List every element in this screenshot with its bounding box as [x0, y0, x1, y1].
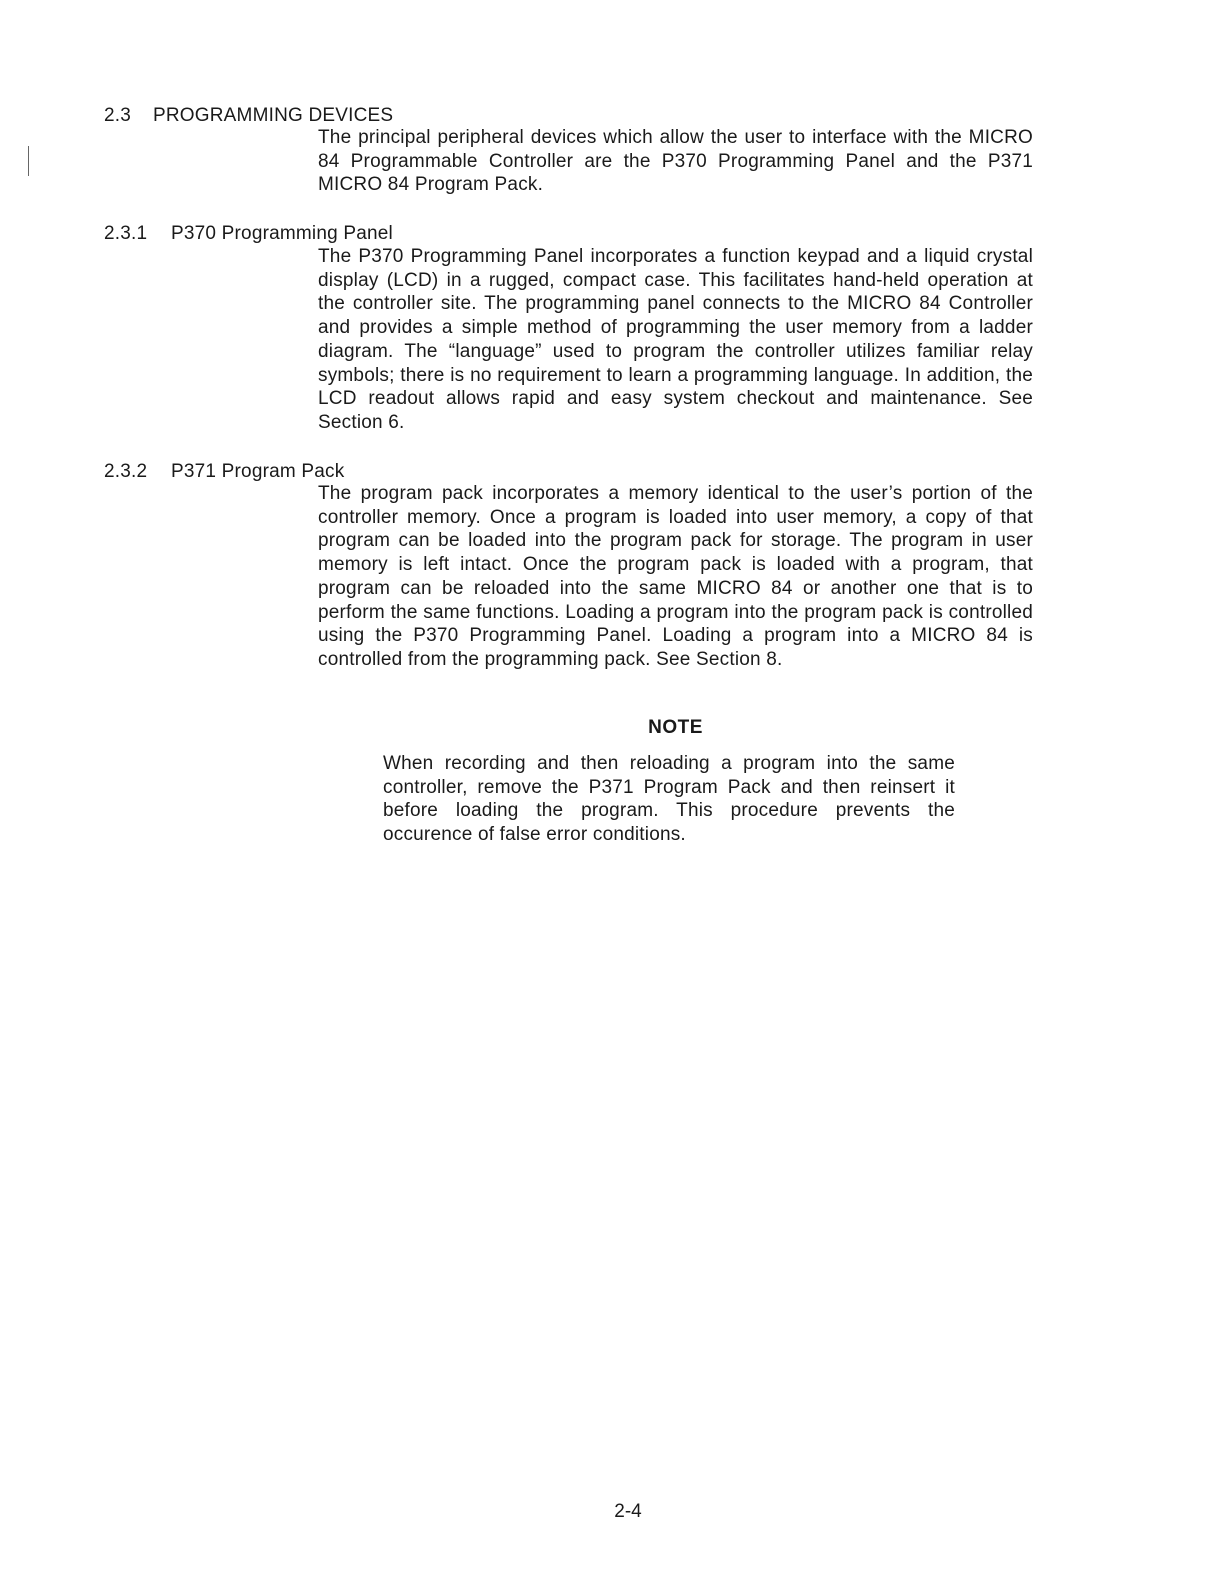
section-number: 2.3 — [104, 105, 132, 126]
page-number: 2-4 — [614, 1501, 642, 1522]
note-body: When recording and then reloading a program into the same controller, remove the P371 Program Pack and then reinsert it before loading the program. This procedure prevents the occurence of false error conditions. — [383, 753, 955, 846]
section-heading-2-3-1 — [104, 222, 393, 246]
section-title: P370 Programming Panel — [171, 223, 393, 244]
section-number: 2.3.2 — [104, 461, 148, 482]
section-heading-2-3 — [104, 104, 393, 128]
section-body-2-3: The principal peripheral devices which allow the user to interface with the MICRO 84 Programmable Controller are the P370 Programming Panel and the P371 MICRO 84 Program Pack. — [318, 127, 1033, 196]
section-body-2-3-1: The P370 Programming Panel incorporates a function keypad and a liquid crystal display (LCD) in a rugged, compact case. This facilitates hand-held operation at the controller site. The programming panel connects to the MICRO 84 Controller and provides a simple method of programming the user memory from a ladder diagram. The “language” used to program the controller utilizes familiar relay symbols; there is no requirement to learn a programming language. In addition, the LCD readout allows rapid and easy system checkout and maintenance. See Section 6. — [318, 246, 1033, 433]
section-title: P371 Program Pack — [171, 461, 345, 482]
note-title: NOTE — [648, 717, 703, 738]
section-number: 2.3.1 — [104, 223, 148, 244]
section-heading-2-3-2 — [104, 460, 344, 484]
margin-mark — [28, 146, 31, 176]
section-title: PROGRAMMING DEVICES — [153, 105, 394, 126]
section-body-2-3-2: The program pack incorporates a memory identical to the user’s portion of the controller memory. Once a program is loaded into user memory, a copy of that program can be loaded into the program pack for storage. The program in user memory is left intact. Once the program pack is loaded with a program, that program can be reloaded into the same MICRO 84 or another one that is to perform the same functions. Loading a program into the program pack is controlled using the P370 Programming Panel. Loading a program into a MICRO 84 is controlled from the programming pack. See Section 8. — [318, 483, 1033, 670]
